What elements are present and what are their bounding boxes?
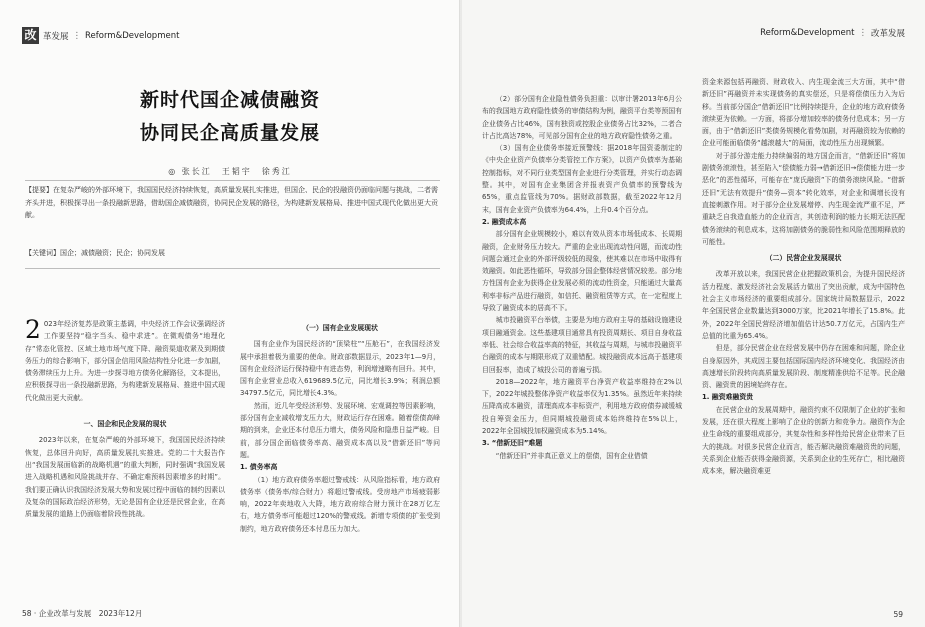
left-header-cn: 革发展 xyxy=(43,31,69,42)
header-separator: ⋮ xyxy=(72,30,82,41)
abstract-bottom-rule xyxy=(25,268,440,269)
subsection-heading-private: （二）民营企业发展现状 xyxy=(765,254,842,263)
right-page xyxy=(462,0,925,627)
subheading-financing-cost: 2. 融资成本高 xyxy=(482,217,527,226)
left-page xyxy=(0,0,460,627)
body-paragraph: 改革开放以来，我国民营企业把握政策机会，为提升国民经济活力程度、激发经济社会发展活力做出了突出贡献，成为中国特色社会主义市场经济的重要组成部分。国家统计局数据显示，2022年全国民营企业数量达到3000万家，比2021年增长了15.8%。此外，2022年全国民营经济增加值估计达50.7万亿元，占国内生产总值的比重为65.4%。 xyxy=(702,270,905,340)
header-separator: ⋮ xyxy=(858,28,867,38)
subheading-debt-ratio: 1. 债务率高 xyxy=(240,463,278,472)
left-footer: 58 · 企业改革与发展 2023年12月 xyxy=(22,609,143,618)
section-heading-1: 一、国企和民企发展的现状 xyxy=(83,420,167,429)
body-paragraph: “借新还旧”并非真正意义上的偿债，国有企业借债 xyxy=(495,451,648,460)
body-paragraph: 但是，部分民营企业在经营发展中仍存在困难和问题，除企业自身原因外，其成因主要包括国际国内经济环境变化、我国经济由高速增长阶段转向高质量发展阶段、制度精准供给不足等。民企融资、融资贵的困境始终存在。 xyxy=(702,344,905,390)
body-paragraph: （2）部分国有企业隐性债务负担重：以审计署2013年6月公布的我国地方政府隐性债务的审债结构为例，融资平台类等预国有企业债务占比46%，国有独资或控股企业债务占比32%，二者合计占比高达78%，可见部分国有企业的地方政府隐性债务之重。 xyxy=(482,95,682,140)
left-column-1 xyxy=(25,315,225,520)
body-paragraph: 2018—2022年，地方融资平台净资产收益率维持在2%以下，2022年城投整体净资产收益率仅为1.35%。虽然近年来持续压降高成本融资，清理高成本非标资产，利用地方政府债券减缓城投自筹资金压力，但同期城投融资成本始终维持在5%以上，2022年全国城投加权融资成本为5.14%。 xyxy=(482,377,682,436)
body-paragraph: 2023年以来，在复杂严峻的外部环境下，我国国民经济持续恢复，总体回升向好，高质量发展扎实推进。党的二十大报告作出“我国发展面临新的战略机遇”的重大判断，同时强调“我国发展进入战略机遇和风险挑战并存、不确定难预料因素增多的时期”。我们要正确认识我国经济发展大势和发展过程中面临的制约因素以及复杂的国际政治经济形势，无论是国有企业还是民营企业，在高质量发展的道路上仍面临着阶段性挑战。 xyxy=(25,436,225,519)
body-paragraph: 在民营企业的发展周期中，融资约束不仅限制了企业的扩张和发展，还在很大程度上影响了企业的创新力和竞争力。融资作为企业生命线的重要组成部分，其复杂性和多样性给民营企业带来了巨大的挑战。对很多民营企业而言，能否解决融资难融资贵的问题，关系到企业能否获得金融资源，关系到企业的生死存亡，相比融资成本来，解决融资难更 xyxy=(702,405,905,476)
right-footer: 59 xyxy=(893,610,903,619)
body-paragraph: （1）地方政府债务率超过警戒线：从风险指标看，地方政府债务率（债务率/综合财力）将超过警戒线。受房地产市场疲弱影响，2022年卖地收入大降，地方政府综合财力预计在28万亿左右，地方债务率可能超过120%的警戒线。新增专项债的扩张受到制约，地方政府债务还本付息压力加大。 xyxy=(240,475,440,533)
article-authors: ◎ 张长江 王韬宇 徐秀江 xyxy=(168,167,292,176)
intro-paragraph: 2 023年经济复苏是政策主基调，中央经济工作会议强调经济工作要坚持“稳字当头、稳中求进”。在微观债务“地理化存”常态化管控、区域土地市场气度下降、融资渠道收紧及到期债务压力的综合影响下，部分国企信用风险结构性分化进一步加剧，债务滞续压力上升。为进一步探寻地方债务化解路径，文本提出，应积极探寻出一条投融新思路，为构建新发展格局、推进中国式现代化做出更大贡献。 xyxy=(25,315,225,402)
abstract-top-rule xyxy=(25,180,440,181)
article-title-line1: 新时代国企减债融资 xyxy=(139,89,320,111)
body-paragraph: 资金来源包括再融资、财政收入、内生现金流三大方面，其中“借新还旧”再融资并未实现债务的真实偿还，只是将偿债压力入为后移。当前部分国企“借新还旧”比例持续提升，企业的地方政府债务滚续更为依赖。一方面，将部分增加较率的债务付息成本；另一方面，由于“借新还旧”类债务规模化看势加剧，对再融资较为依赖的企业可能面临债务“越滚越大”的局面，流动性压力出现频繁。 xyxy=(702,78,905,148)
left-running-header xyxy=(22,27,179,44)
body-paragraph: 然而，近几年受经济形势、发展环境、宏观调控等因素影响，部分国有企业减收增支压力大，财政运行存在困难。随着偿债高峰期的到来，企业还本付息压力增大，债务风险和隐患日益严峻。目前，部分国企面临债务率高、融资成本高以及“借新还旧”等问题。 xyxy=(240,401,440,459)
article-abstract: 【提要】在复杂严峻的外部环境下，我国国民经济持续恢复，高质量发展扎实推进，但国企、民企的投融资仍面临问题与挑战，二者需齐头并进，积极探寻出一条投融新思路，借助国企减债融资，协同民企发展的路径，为构建新发展格局、推进中国式现代化做出更大贡献。 xyxy=(25,186,438,220)
body-paragraph: 城市投融资平台举债，主要是为地方政府主导的基础设施建设项目融通资金。这些基建项目通常具有投资周期长、项目自身收益率低、社会综合收益率高的特征，其收益与周期，与城市投融资平台融资的成本与期限形成了双重错配。城投融资成本远高于基建项目回报率，造成了城投公司的普遍亏损。 xyxy=(482,316,682,374)
article-keywords: 【关键词】国企；减债融资；民企；协同发展 xyxy=(25,249,165,257)
subheading-refinancing: 3. “借新还旧”难题 xyxy=(482,439,543,448)
left-column-2 xyxy=(240,318,440,535)
right-column-1 xyxy=(482,93,682,462)
subsection-heading-soe: （一）国有企业发展现状 xyxy=(302,324,378,332)
article-title-line2: 协同民企高质量发展 xyxy=(139,122,320,144)
right-header-en: Reform&Development xyxy=(760,28,855,38)
body-paragraph: 部分国有企业规模较小，难以有效从资本市场低成本、长周期融资，企业财务压力较大。严重的企业出现流动性问题，而流动性问题会通过企业的外部评级较低的现象，使其难以在市场中取得有效融资。如此恶性循环，导致部分国企整体经营情况较差。部分地方性国有企业为获得企业发展必须的流动性资金，只能通过大量高利率非标产品进行融资，如信托、融资租赁等方式，在一定程度上导致了融资成本的居高不下。 xyxy=(482,230,682,313)
right-running-header xyxy=(760,27,905,39)
body-paragraph: 国有企业作为国民经济的“顶梁柱”“压舱石”，在我国经济发展中承担着极为重要的使命。财政部数据显示，2023年1—9月，国有企业经济运行保持稳中有进态势，利润增速略有回升。其中，国有企业营业总收入619689.5亿元，同比增长3.9%；利润总额34797.5亿元，同比增长4.3%。 xyxy=(240,340,440,398)
right-header-cn: 改革发展 xyxy=(870,29,905,39)
body-paragraph: 对于部分游走能力持续偏弱的地方国企而言，“借新还旧”将加剧债务滚滚性，甚至陷入“偿债能力弱→借新还旧→偿债能力进一步恶化”的恶性循环，可能存在“庞氏融资”下的债务滚续风险。“借新还旧”无法有效提升“债务—资本”转化效率，对企业和调增长没有直接刺激作用。对于部分企业发展增停、内生现金流严重不足，严重缺乏自我造血能力的企业而言，其创造利润的能力长期无法匹配债务滚续的利息成本，这将加剧债务的脆弱性和风险范围期释放的可能性。 xyxy=(702,151,905,246)
subheading-financing-difficulty: 1. 融资难融资贵 xyxy=(702,393,754,402)
right-column-2 xyxy=(702,76,905,478)
left-header-en: Reform&Development xyxy=(85,30,180,41)
drop-cap: 2 xyxy=(25,315,41,344)
body-paragraph: （3）国有企业债务率接近预警线：据2018年国资委制定的《中央企业资产负债率分类管控工作方案》，以资产负债率为基础控制指标，对不同行业类型国有企业进行分类管理，并实行动态调整。其中，对国有企业集团含并报表资产负债率的预警线为65%，重点监管线为70%。据财政部数据，截至2022年12月末，国有企业资产负债率为64.4%，上升0.4个百分点。 xyxy=(482,144,682,214)
section-logo: 改 xyxy=(22,27,39,44)
